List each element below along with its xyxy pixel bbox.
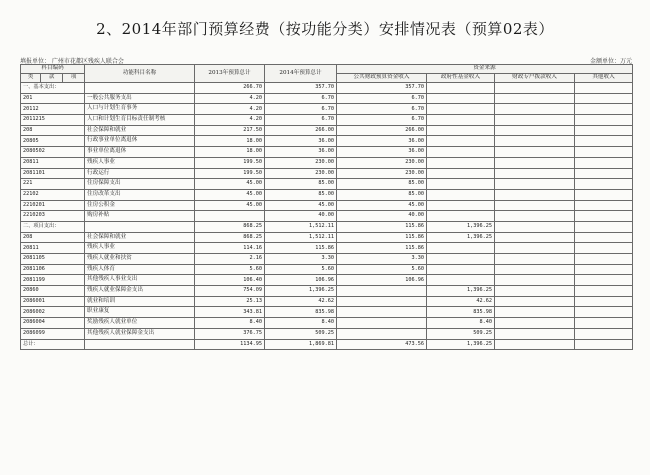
cell-special (495, 189, 575, 200)
cell-special (495, 264, 575, 275)
cell-other (575, 318, 633, 329)
cell-other (575, 179, 633, 190)
cell-fund (427, 104, 495, 115)
cell-public (337, 296, 427, 307)
table-row (21, 296, 633, 307)
table-row (21, 318, 633, 329)
cell-fund (427, 189, 495, 200)
cell-fund: 42.62 (427, 296, 495, 307)
cell-name: 行政事业单位离退休 (85, 136, 195, 147)
cell-special (495, 211, 575, 222)
cell-special (495, 136, 575, 147)
cell-code: 二、项目支出： (21, 221, 85, 232)
header-special: 财政专户拨款收入 (495, 74, 575, 83)
cell-2013: 45.00 (195, 200, 265, 211)
cell-public (337, 307, 427, 318)
cell-special (495, 339, 575, 350)
cell-special (495, 328, 575, 339)
cell-code: 2081106 (21, 264, 85, 275)
cell-2014: 230.00 (265, 168, 337, 179)
cell-special (495, 318, 575, 329)
cell-public: 230.00 (337, 168, 427, 179)
cell-2014: 40.00 (265, 211, 337, 222)
cell-code: 2086004 (21, 318, 85, 329)
cell-public: 40.00 (337, 211, 427, 222)
table-row (21, 307, 633, 318)
cell-special (495, 221, 575, 232)
cell-fund (427, 275, 495, 286)
table-row (21, 254, 633, 265)
cell-2013: 376.75 (195, 328, 265, 339)
table-row (21, 275, 633, 286)
cell-2014: 509.25 (265, 328, 337, 339)
cell-name (85, 83, 195, 94)
cell-2013: 45.00 (195, 189, 265, 200)
cell-special (495, 307, 575, 318)
cell-2013: 199.50 (195, 168, 265, 179)
header-2013: 2013年预算总计 (195, 65, 265, 83)
cell-fund (427, 83, 495, 94)
cell-fund (427, 200, 495, 211)
budget-table (20, 64, 633, 350)
cell-public: 6.70 (337, 104, 427, 115)
cell-special (495, 115, 575, 126)
cell-fund (427, 93, 495, 104)
cell-fund (427, 254, 495, 265)
cell-fund (427, 211, 495, 222)
cell-code: 20860 (21, 286, 85, 297)
table-row (21, 211, 633, 222)
cell-2014: 3.30 (265, 254, 337, 265)
cell-code: 2081199 (21, 275, 85, 286)
cell-public: 5.60 (337, 264, 427, 275)
cell-name: 一般公共服务支出 (85, 93, 195, 104)
table-row (21, 147, 633, 158)
cell-2014: 1,512.11 (265, 232, 337, 243)
cell-fund: 1,396.25 (427, 339, 495, 350)
cell-name: 人口与计划生育事务 (85, 104, 195, 115)
cell-public: 115.86 (337, 221, 427, 232)
header-code-group: 科目编码 (21, 65, 85, 74)
table-row (21, 286, 633, 297)
cell-2014: 36.00 (265, 147, 337, 158)
table-row (21, 189, 633, 200)
cell-fund (427, 147, 495, 158)
cell-fund (427, 243, 495, 254)
budget-table-container (20, 64, 632, 350)
cell-2014: 36.00 (265, 136, 337, 147)
cell-name: 奖励残疾人就业单位 (85, 318, 195, 329)
table-row (21, 200, 633, 211)
cell-2014: 230.00 (265, 157, 337, 168)
cell-2013: 4.20 (195, 93, 265, 104)
cell-fund: 835.98 (427, 307, 495, 318)
cell-name (85, 221, 195, 232)
cell-public: 230.00 (337, 157, 427, 168)
cell-name: 残疾人事业 (85, 243, 195, 254)
cell-special (495, 200, 575, 211)
cell-2013: 114.16 (195, 243, 265, 254)
cell-public: 6.70 (337, 93, 427, 104)
header-other: 其他收入 (575, 74, 633, 83)
cell-2014: 1,396.25 (265, 286, 337, 297)
cell-code: 2210201 (21, 200, 85, 211)
cell-other (575, 328, 633, 339)
cell-code: 208 (21, 125, 85, 136)
cell-special (495, 243, 575, 254)
cell-other (575, 286, 633, 297)
cell-other (575, 168, 633, 179)
cell-public: 106.96 (337, 275, 427, 286)
cell-2013: 343.81 (195, 307, 265, 318)
cell-special (495, 147, 575, 158)
cell-public: 85.00 (337, 189, 427, 200)
table-row (21, 264, 633, 275)
cell-2013: 5.60 (195, 264, 265, 275)
cell-code: 20112 (21, 104, 85, 115)
cell-2014: 266.00 (265, 125, 337, 136)
cell-fund: 1,396.25 (427, 286, 495, 297)
cell-name: 职业康复 (85, 307, 195, 318)
table-row (21, 179, 633, 190)
cell-name: 残疾人体育 (85, 264, 195, 275)
cell-code: 一、基本支出： (21, 83, 85, 94)
cell-2013: 266.70 (195, 83, 265, 94)
header-lei: 类 (21, 74, 41, 83)
cell-2014: 5.60 (265, 264, 337, 275)
cell-other (575, 264, 633, 275)
cell-fund: 1,396.25 (427, 232, 495, 243)
cell-public: 85.00 (337, 179, 427, 190)
cell-name: 住房保障支出 (85, 179, 195, 190)
table-row (21, 104, 633, 115)
cell-special (495, 125, 575, 136)
cell-name: 残疾人就业保障金支出 (85, 286, 195, 297)
cell-2013: 106.40 (195, 275, 265, 286)
cell-2014: 45.00 (265, 200, 337, 211)
cell-2014: 6.70 (265, 93, 337, 104)
cell-2013 (195, 211, 265, 222)
table-row (21, 115, 633, 126)
cell-public: 6.70 (337, 115, 427, 126)
cell-other (575, 275, 633, 286)
cell-name: 就业和培训 (85, 296, 195, 307)
cell-2013: 1134.95 (195, 339, 265, 350)
cell-other (575, 125, 633, 136)
cell-2013: 868.25 (195, 221, 265, 232)
header-fund: 政府性基金收入 (427, 74, 495, 83)
cell-name: 购房补贴 (85, 211, 195, 222)
table-row (21, 232, 633, 243)
cell-name: 行政运行 (85, 168, 195, 179)
table-row (21, 168, 633, 179)
cell-special (495, 83, 575, 94)
cell-2013: 754.09 (195, 286, 265, 297)
header-public: 公共财政预算资金收入 (337, 74, 427, 83)
cell-code: 22102 (21, 189, 85, 200)
cell-2014: 85.00 (265, 189, 337, 200)
cell-special (495, 168, 575, 179)
table-row (21, 339, 633, 350)
cell-public (337, 318, 427, 329)
cell-special (495, 179, 575, 190)
amount-unit: 金额单位：万元 (589, 58, 632, 65)
cell-2014: 8.40 (265, 318, 337, 329)
cell-2014: 1,869.81 (265, 339, 337, 350)
cell-fund (427, 157, 495, 168)
header-kuan: 款 (41, 74, 63, 83)
reporting-unit: 填报单位： 广州市花都区残疾人联合会 (20, 58, 124, 65)
table-row (21, 243, 633, 254)
cell-2014: 106.96 (265, 275, 337, 286)
cell-fund: 1,396.25 (427, 221, 495, 232)
cell-other (575, 200, 633, 211)
cell-code: 2086002 (21, 307, 85, 318)
cell-special (495, 232, 575, 243)
cell-public: 45.00 (337, 200, 427, 211)
cell-2014: 85.00 (265, 179, 337, 190)
cell-fund (427, 136, 495, 147)
cell-other (575, 147, 633, 158)
cell-public (337, 286, 427, 297)
cell-2014: 6.70 (265, 115, 337, 126)
cell-fund (427, 264, 495, 275)
cell-public: 115.86 (337, 243, 427, 254)
cell-other (575, 254, 633, 265)
cell-special (495, 296, 575, 307)
table-row (21, 136, 633, 147)
cell-name: 其他残疾人就业保障金支出 (85, 328, 195, 339)
cell-name: 事业单位离退休 (85, 147, 195, 158)
cell-2014: 115.86 (265, 243, 337, 254)
cell-special (495, 254, 575, 265)
cell-other (575, 189, 633, 200)
header-xiang: 项 (63, 74, 85, 83)
table-row (21, 328, 633, 339)
cell-fund: 509.25 (427, 328, 495, 339)
cell-public (337, 328, 427, 339)
cell-2014: 42.62 (265, 296, 337, 307)
cell-other (575, 136, 633, 147)
cell-2014: 1,512.11 (265, 221, 337, 232)
cell-name: 社会保障和就业 (85, 125, 195, 136)
cell-special (495, 157, 575, 168)
cell-public: 357.70 (337, 83, 427, 94)
cell-special (495, 286, 575, 297)
cell-code: 2210203 (21, 211, 85, 222)
cell-fund: 8.40 (427, 318, 495, 329)
cell-2014: 6.70 (265, 104, 337, 115)
cell-other (575, 296, 633, 307)
cell-code: 2081105 (21, 254, 85, 265)
cell-code: 208 (21, 232, 85, 243)
cell-public: 115.86 (337, 232, 427, 243)
cell-code: 201 (21, 93, 85, 104)
cell-other (575, 243, 633, 254)
cell-code: 20811 (21, 243, 85, 254)
cell-other (575, 232, 633, 243)
cell-public: 266.00 (337, 125, 427, 136)
cell-2013: 18.00 (195, 147, 265, 158)
cell-name: 人口和计划生育目标责任制考核 (85, 115, 195, 126)
cell-2014: 357.70 (265, 83, 337, 94)
cell-other (575, 104, 633, 115)
cell-code: 2080502 (21, 147, 85, 158)
cell-special (495, 93, 575, 104)
cell-name: 住房改革支出 (85, 189, 195, 200)
page-title: 2、2014年部门预算经费（按功能分类）安排情况表（预算02表） (96, 20, 554, 38)
cell-2013: 18.00 (195, 136, 265, 147)
cell-fund (427, 179, 495, 190)
cell-other (575, 221, 633, 232)
cell-code: 2086001 (21, 296, 85, 307)
cell-special (495, 104, 575, 115)
table-body (21, 83, 633, 350)
cell-public: 36.00 (337, 136, 427, 147)
header-source-group: 资金来源 (337, 65, 633, 74)
cell-fund (427, 168, 495, 179)
cell-name: 残疾人事业 (85, 157, 195, 168)
cell-public: 473.56 (337, 339, 427, 350)
cell-code: 20805 (21, 136, 85, 147)
cell-name: 残疾人就业和扶贫 (85, 254, 195, 265)
cell-name: 住房公积金 (85, 200, 195, 211)
cell-code: 2081101 (21, 168, 85, 179)
cell-name (85, 339, 195, 350)
cell-other (575, 93, 633, 104)
table-row (21, 157, 633, 168)
cell-2013: 868.25 (195, 232, 265, 243)
cell-2013: 25.13 (195, 296, 265, 307)
cell-2014: 835.98 (265, 307, 337, 318)
cell-fund (427, 115, 495, 126)
cell-other (575, 157, 633, 168)
cell-2013: 217.50 (195, 125, 265, 136)
table-row (21, 83, 633, 94)
cell-code: 2011215 (21, 115, 85, 126)
cell-other (575, 83, 633, 94)
cell-code: 221 (21, 179, 85, 190)
cell-other (575, 211, 633, 222)
header-name: 功能科目名称 (85, 65, 195, 83)
cell-other (575, 339, 633, 350)
cell-2013: 45.00 (195, 179, 265, 190)
cell-code: 总计： (21, 339, 85, 350)
cell-code: 2086099 (21, 328, 85, 339)
cell-2013: 199.50 (195, 157, 265, 168)
cell-fund (427, 125, 495, 136)
cell-code: 20811 (21, 157, 85, 168)
cell-2013: 2.16 (195, 254, 265, 265)
header-2014: 2014年预算总计 (265, 65, 337, 83)
table-row (21, 125, 633, 136)
cell-name: 其他残疾人事业支出 (85, 275, 195, 286)
cell-public: 3.30 (337, 254, 427, 265)
table-row (21, 93, 633, 104)
cell-other (575, 115, 633, 126)
cell-name: 社会保障和就业 (85, 232, 195, 243)
table-row (21, 221, 633, 232)
cell-2013: 4.20 (195, 115, 265, 126)
cell-public: 36.00 (337, 147, 427, 158)
cell-2013: 8.40 (195, 318, 265, 329)
cell-other (575, 307, 633, 318)
cell-special (495, 275, 575, 286)
cell-2013: 4.20 (195, 104, 265, 115)
